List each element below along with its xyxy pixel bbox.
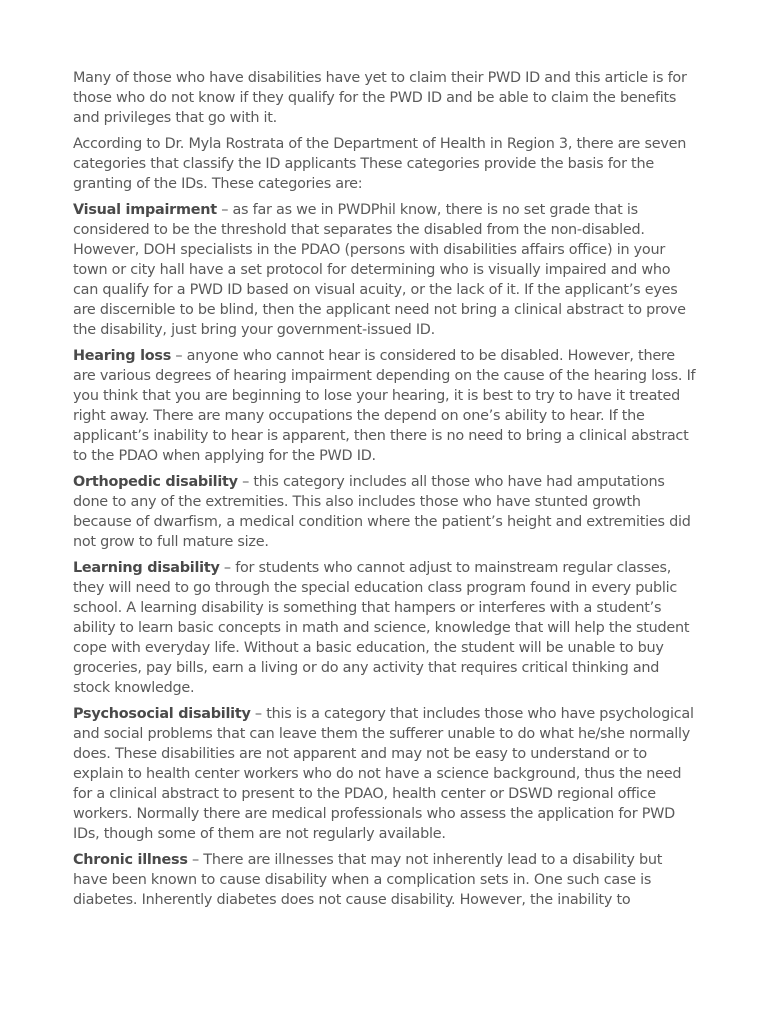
category-psychosocial-disability <box>73 704 698 844</box>
category-description: – anyone who cannot hear is considered to be disabled. However, there are various degrees of hearing impairment depending on the cause of the hearing loss. If you think that you are beginning to lose your hearing, it is best to try to have it treated right away. There are many occupations the depend on one’s ability to hear. If the applicant’s inability to hear is apparent, then there is no need to bring a clinical abstract to the PDAO when applying for the PWD ID. <box>73 348 696 464</box>
category-term: Orthopedic disability <box>73 474 238 490</box>
intro-paragraph: According to Dr. Myla Rostrata of the Department of Health in Region 3, there are seven categories that classify the ID applicants These categories provide the basis for the granting of the IDs. These categories are: <box>73 136 687 192</box>
category-description: – for students who cannot adjust to mainstream regular classes, they will need to go through the special education class program found in every public school. A learning disability is something that hampers or interferes with a student’s ability to learn basic concepts in math and science, knowledge that will help the student cope with everyday life. Without a basic education, the student will be unable to buy groceries, pay bills, earn a living or do any activity that requires critical thinking and stock knowledge. <box>73 560 690 696</box>
category-learning-disability <box>73 558 698 698</box>
category-description: – as far as we in PWDPhil know, there is no set grade that is considered to be the threshold that separates the disabled from the non-disabled. However, DOH specialists in the PDAO (persons with disabilities affairs office) in your town or city hall have a set protocol for determining who is visually impaired and who can qualify for a PWD ID based on visual acuity, or the lack of it. If the applicant’s eyes are discernible to be blind, then the applicant need not bring a clinical abstract to prove the disability, just bring your government-issued ID. <box>73 202 686 338</box>
category-term: Chronic illness <box>73 852 188 868</box>
category-term: Learning disability <box>73 560 220 576</box>
category-term: Visual impairment <box>73 202 217 218</box>
category-chronic-illness <box>73 850 698 910</box>
category-term: Hearing loss <box>73 348 172 364</box>
category-term: Psychosocial disability <box>73 706 251 722</box>
category-orthopedic-disability <box>73 472 698 552</box>
category-description: – There are illnesses that may not inherently lead to a disability but have been known to cause disability when a complication sets in. One such case is diabetes. Inherently diabetes does not cause disability. However, the inability to <box>73 852 663 908</box>
category-hearing-loss <box>73 346 698 466</box>
category-description: – this is a category that includes those who have psychological and social problems that can leave them the sufferer unable to do what he/she normally does. These disabilities are not apparent and may not be easy to understand or to explain to health center workers who do not have a science background, thus the need for a clinical abstract to present to the PDAO, health center or DSWD regional office workers. Normally there are medical professionals who assess the application for PWD IDs, though some of them are not regularly available. <box>73 706 694 842</box>
intro-paragraph: Many of those who have disabilities have yet to claim their PWD ID and this article is for those who do not know if they qualify for the PWD ID and be able to claim the benefits and privileges that go with it. <box>73 70 687 126</box>
category-description: – this category includes all those who have had amputations done to any of the extremities. This also includes those who have stunted growth because of dwarfism, a medical condition where the patient’s height and extremities did not grow to full mature size. <box>73 474 691 550</box>
category-visual-impairment <box>73 200 698 340</box>
document-page <box>73 68 698 916</box>
